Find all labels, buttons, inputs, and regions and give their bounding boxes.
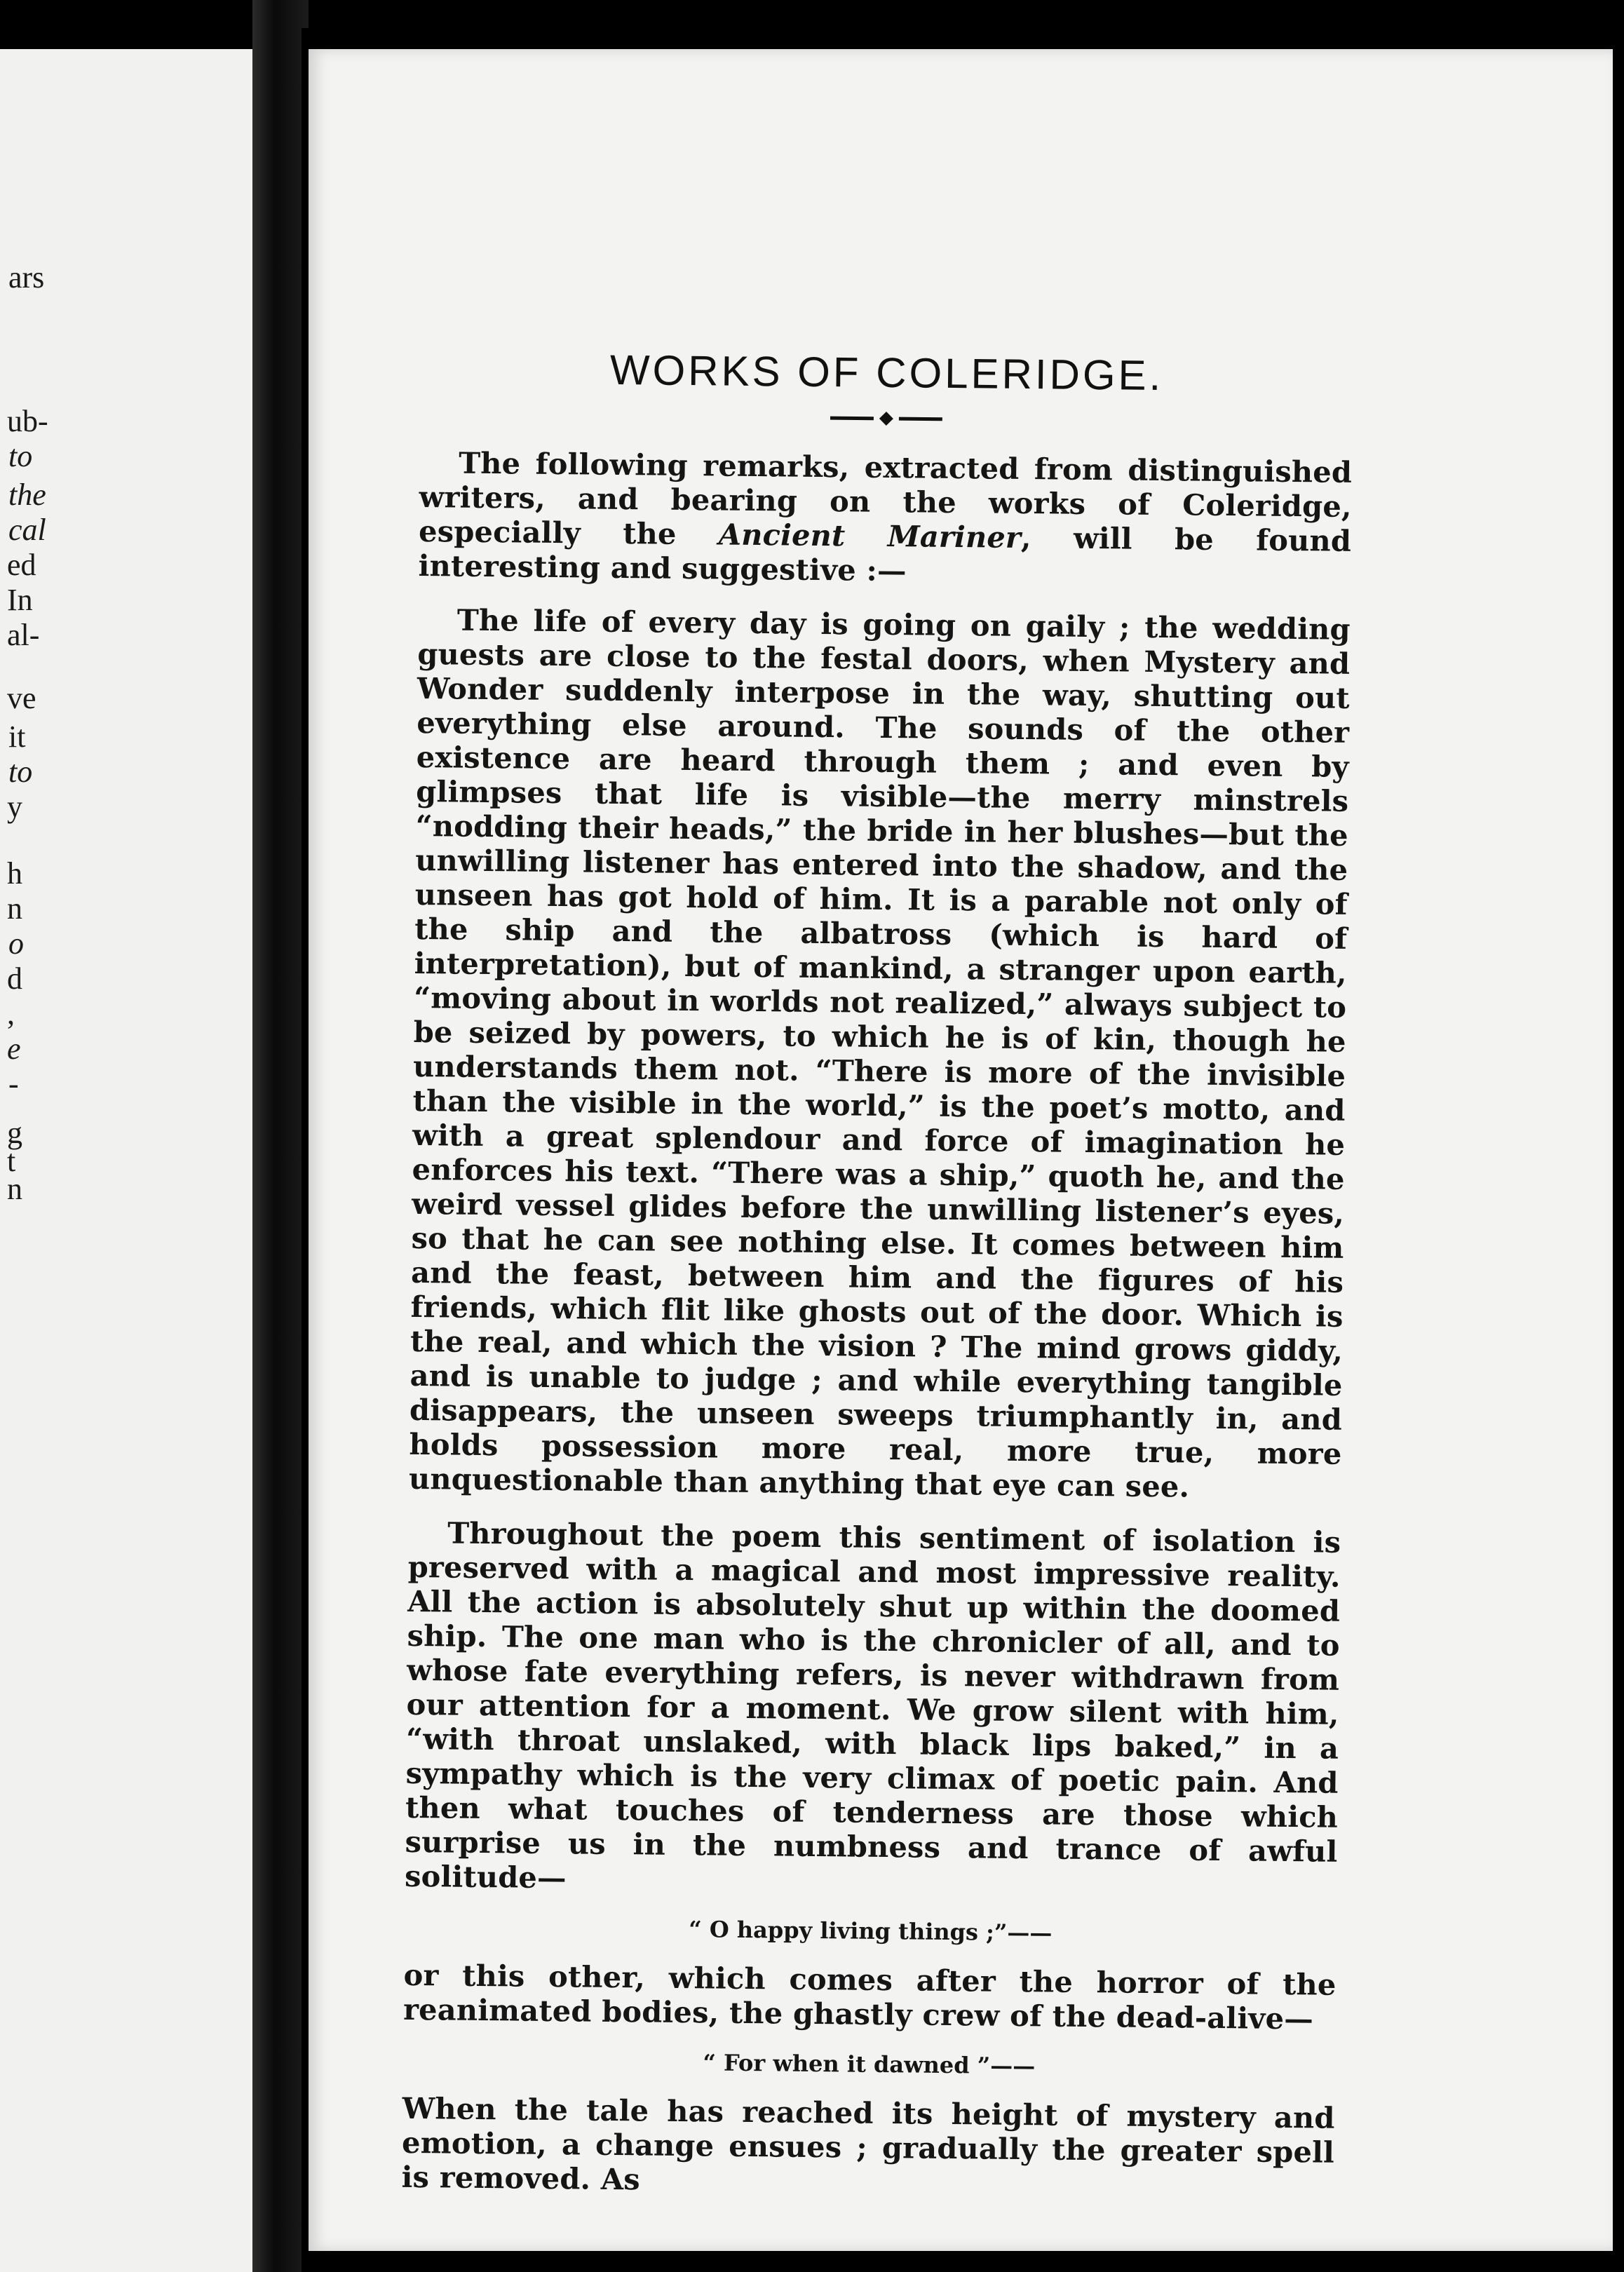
left-page-fragment: - — [8, 1067, 19, 1101]
quote-happy-living-things: “ O happy living things ;”—— — [689, 1916, 1053, 1947]
left-page-fragment: d — [7, 961, 22, 996]
quote-for-when-it-dawned: “ For when it dawned ”—— — [703, 2049, 1036, 2080]
book-gutter — [252, 0, 309, 2272]
intro-text-start: The following remarks, extracted from distinguished writers, and bearing on the works of Coleridge, especially the — [418, 445, 1353, 552]
page-content — [401, 344, 1353, 2224]
left-page-fragment: it — [8, 719, 26, 754]
left-page-fragment: to — [8, 755, 33, 789]
intro-paragraph — [418, 445, 1352, 593]
right-page — [309, 49, 1613, 2251]
intro-italic-title: Ancient Mariner — [718, 517, 1022, 555]
paragraph-2: The life of every day is going on gaily ; the wedding guests are close to the festal doors, when Mystery and Wonder suddenly interpose in the way, shutting out everything else around. The sounds of the other existence are heard through them ; and even by glimpses that life is visible—the merry minstrels “nodding their heads,” the bride in her blushes—but the unwilling listener has entered into the shadow, and the unseen has got hold of him. It is a parable not only of the ship and the albatross (which is hard of interpretation), but of mankind, a stranger upon earth, “moving about in worlds not realized,” always subject to be seized by powers, to which he is of kin, though he understands them not. “There is more of the invisible than the visible in the world,” is the poet’s motto, and with a great splendour and force of imagination he enforces his text. “There was a ship,” quoth he, and the weird vessel glides before the unwilling listener’s eyes, so that he can see nothing else. It comes between him and the feast, between him and the figures of his friends, which flit like ghosts out of the door. Which is the real, and which the vision ? The mind grows giddy, and is unable to judge ; and while everything tangible disappears, the unseen sweeps triumphantly in, and holds possession more real, more true, more unquestionable than anything that eye can see. — [408, 602, 1351, 1504]
left-page-fragment: to — [8, 439, 33, 473]
paragraph-3: Throughout the poem this sentiment of isolation is preserved with a magical and most impressive reality. All the action is absolutely shut up within the doomed ship. The one man who is the chronicler of all, and to whose fate everything refers, is never withdrawn from our attention for a moment. We grow silent with him, “with throat unslaked, with black lips baked,” in a sympathy which is the very climax of poetic pain. And then what touches of tenderness are those which surprise us in the numbness and trance of awful solitude— — [404, 1515, 1341, 1895]
title-ornament — [830, 407, 942, 430]
left-page-fragment: y — [7, 790, 22, 824]
left-page-fragment: n — [7, 1172, 22, 1206]
left-page-fragment: e — [7, 1032, 21, 1066]
paragraph-5: When the tale has reached its height of mystery and emotion, a change ensues ; gradually the greater spell is removed. As — [401, 2090, 1335, 2197]
left-page-fragment: cal — [8, 513, 46, 547]
left-page-fragment: h — [7, 856, 22, 891]
paragraph-4: or this other, which comes after the horror of the reanimated bodies, the ghastly crew of the dead-alive— — [402, 1957, 1337, 2036]
left-page-fragment: In — [7, 583, 33, 617]
left-page-fragment: ve — [7, 681, 36, 715]
left-page-fragment: o — [8, 926, 24, 961]
left-page-fragment: al- — [7, 618, 40, 652]
left-page-fragment: n — [7, 891, 22, 926]
left-page-fragment: g — [7, 1116, 22, 1150]
page-edge — [302, 28, 309, 2272]
page-title: WORKS OF COLERIDGE. — [609, 346, 1164, 400]
intro-text-end: , will be found interesting and suggestive :— — [418, 520, 1352, 588]
left-page-text-fragments — [0, 49, 252, 2272]
left-page-fragment: ub- — [7, 404, 48, 438]
left-facing-page — [0, 49, 252, 2272]
left-page-fragment: ed — [7, 548, 36, 582]
left-page-fragment: t — [7, 1144, 16, 1178]
left-page-fragment: the — [8, 478, 46, 512]
left-page-fragment: , — [7, 996, 15, 1031]
left-page-fragment: ars — [8, 260, 45, 295]
